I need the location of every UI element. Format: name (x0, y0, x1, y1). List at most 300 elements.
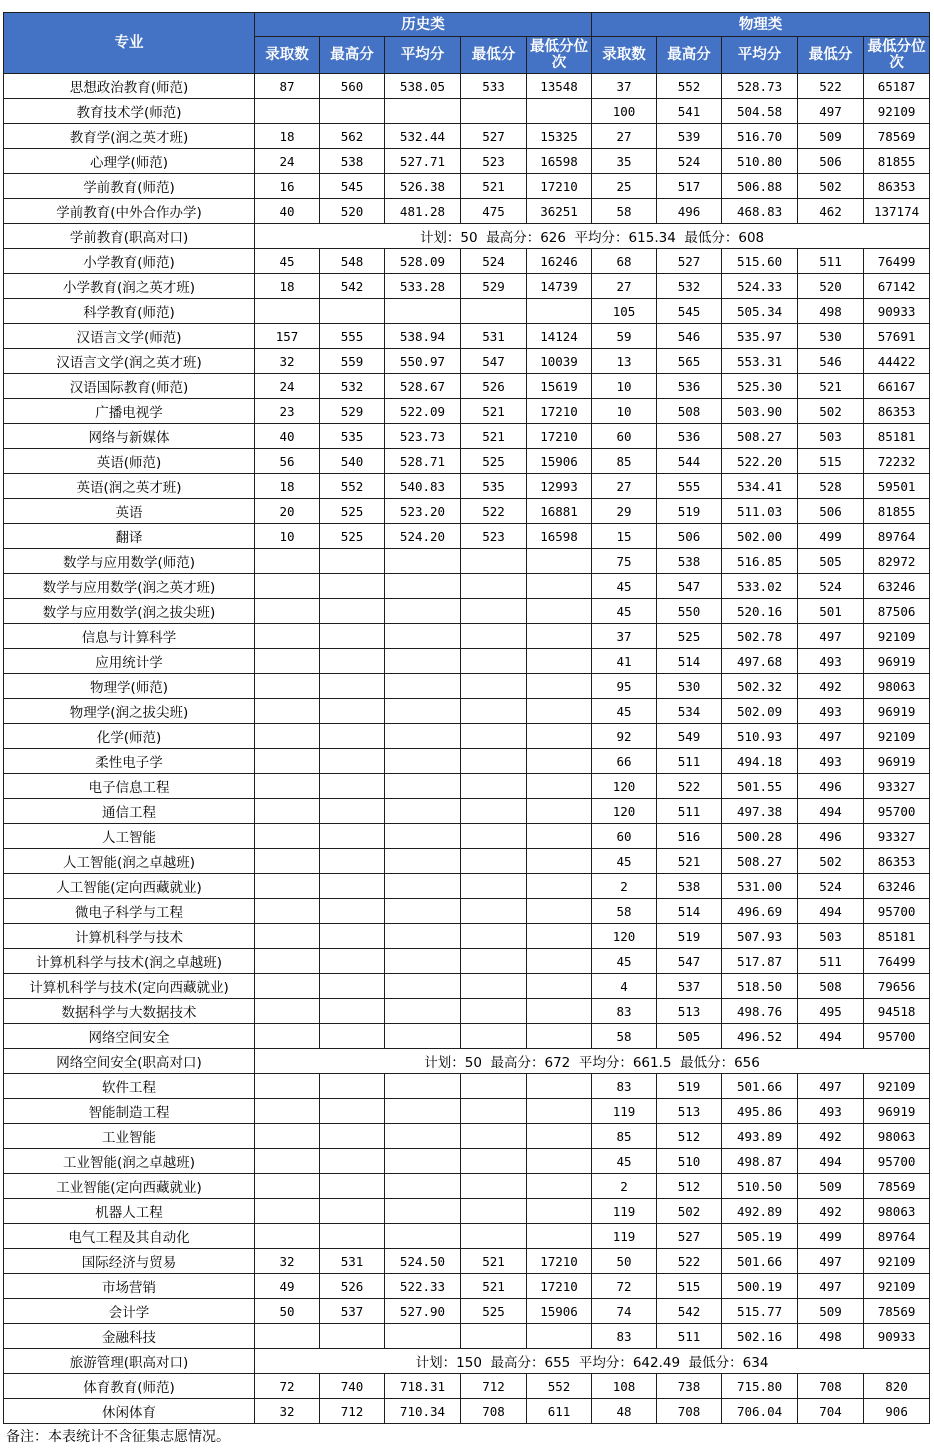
physics-cell: 27 (592, 274, 657, 299)
history-cell (527, 674, 592, 699)
physics-cell: 72232 (864, 449, 930, 474)
major-name: 网络空间安全(职高对口) (4, 1049, 255, 1074)
history-cell (320, 974, 385, 999)
history-cell: 17210 (527, 1249, 592, 1274)
table-row (4, 1399, 930, 1424)
major-name: 化学(师范) (4, 724, 255, 749)
major-name: 汉语国际教育(师范) (4, 374, 255, 399)
history-cell (461, 749, 527, 774)
history-cell (320, 1074, 385, 1099)
table-row (4, 574, 930, 599)
physics-cell: 706.04 (722, 1399, 798, 1424)
physics-cell: 86353 (864, 399, 930, 424)
physics-cell: 513 (657, 1099, 722, 1124)
physics-cell: 515 (798, 449, 864, 474)
physics-cell: 119 (592, 1099, 657, 1124)
physics-cell: 58 (592, 199, 657, 224)
history-cell: 18 (255, 474, 320, 499)
history-cell: 521 (461, 399, 527, 424)
major-name: 电气工程及其自动化 (4, 1224, 255, 1249)
physics-cell: 505.19 (722, 1224, 798, 1249)
physics-cell: 96919 (864, 649, 930, 674)
major-name: 数学与应用数学(润之英才班) (4, 574, 255, 599)
table-row (4, 799, 930, 824)
physics-cell: 509 (798, 1299, 864, 1324)
physics-cell: 502.16 (722, 1324, 798, 1349)
history-cell: 49 (255, 1274, 320, 1299)
physics-cell: 78569 (864, 124, 930, 149)
history-cell: 15906 (527, 449, 592, 474)
history-cell: 16598 (527, 524, 592, 549)
history-cell: 45 (255, 249, 320, 274)
admission-table (3, 12, 930, 1424)
physics-cell: 511 (798, 249, 864, 274)
table-row (4, 699, 930, 724)
physics-cell: 514 (657, 649, 722, 674)
history-cell (527, 974, 592, 999)
history-cell: 14124 (527, 324, 592, 349)
physics-cell: 738 (657, 1374, 722, 1399)
physics-cell: 509 (798, 1174, 864, 1199)
major-name: 市场营销 (4, 1274, 255, 1299)
physics-cell: 10 (592, 374, 657, 399)
history-cell: 15325 (527, 124, 592, 149)
physics-cell: 29 (592, 499, 657, 524)
physics-cell: 85 (592, 449, 657, 474)
physics-cell: 494.18 (722, 749, 798, 774)
major-name: 翻译 (4, 524, 255, 549)
table-row (4, 974, 930, 999)
history-cell: 562 (320, 124, 385, 149)
physics-cell: 503.90 (722, 399, 798, 424)
major-name: 计算机科学与技术(润之卓越班) (4, 949, 255, 974)
physics-cell: 96919 (864, 749, 930, 774)
history-cell (461, 899, 527, 924)
physics-cell: 95700 (864, 1149, 930, 1174)
physics-cell: 510 (657, 1149, 722, 1174)
history-cell (320, 849, 385, 874)
history-cell (461, 624, 527, 649)
history-cell (527, 574, 592, 599)
physics-cell: 508.27 (722, 849, 798, 874)
history-cell: 40 (255, 199, 320, 224)
physics-cell: 522 (657, 1249, 722, 1274)
history-cell: 526 (320, 1274, 385, 1299)
history-cell: 527.71 (385, 149, 461, 174)
physics-cell: 60 (592, 824, 657, 849)
physics-cell: 45 (592, 699, 657, 724)
history-cell (461, 724, 527, 749)
history-cell (320, 1199, 385, 1224)
history-cell: 525 (461, 1299, 527, 1324)
history-cell (461, 574, 527, 599)
history-cell: 535 (461, 474, 527, 499)
physics-cell: 525.30 (722, 374, 798, 399)
physics-cell: 511 (657, 1324, 722, 1349)
history-cell (461, 1224, 527, 1249)
physics-cell: 549 (657, 724, 722, 749)
major-name: 计算机科学与技术 (4, 924, 255, 949)
history-cell (385, 649, 461, 674)
physics-cell: 86353 (864, 174, 930, 199)
physics-cell: 493 (798, 649, 864, 674)
physics-cell: 497.38 (722, 799, 798, 824)
physics-cell: 79656 (864, 974, 930, 999)
physics-cell: 500.28 (722, 824, 798, 849)
history-cell (385, 1024, 461, 1049)
history-cell (461, 1174, 527, 1199)
major-name: 广播电视学 (4, 399, 255, 424)
major-name: 科学教育(师范) (4, 299, 255, 324)
major-name: 电子信息工程 (4, 774, 255, 799)
physics-cell: 704 (798, 1399, 864, 1424)
history-cell (255, 1199, 320, 1224)
history-cell (320, 724, 385, 749)
physics-cell: 513 (657, 999, 722, 1024)
physics-cell: 93327 (864, 824, 930, 849)
history-cell (527, 1099, 592, 1124)
history-cell (461, 1199, 527, 1224)
physics-cell: 503 (798, 924, 864, 949)
physics-cell: 92109 (864, 624, 930, 649)
major-name: 英语 (4, 499, 255, 524)
physics-cell: 105 (592, 299, 657, 324)
physics-cell: 85181 (864, 424, 930, 449)
physics-cell: 530 (798, 324, 864, 349)
history-cell (385, 874, 461, 899)
physics-cell: 95700 (864, 899, 930, 924)
physics-cell: 75 (592, 549, 657, 574)
physics-cell: 95700 (864, 1024, 930, 1049)
history-cell: 32 (255, 349, 320, 374)
physics-cell: 511 (657, 799, 722, 824)
physics-cell: 501.66 (722, 1249, 798, 1274)
history-cell (255, 899, 320, 924)
history-cell (320, 924, 385, 949)
history-cell (385, 849, 461, 874)
header-h-avg: 平均分 (385, 37, 461, 74)
major-name: 金融科技 (4, 1324, 255, 1349)
history-cell: 524 (461, 249, 527, 274)
history-cell (255, 1324, 320, 1349)
history-cell (461, 1149, 527, 1174)
table-row (4, 1249, 930, 1274)
history-cell: 15619 (527, 374, 592, 399)
table-row (4, 849, 930, 874)
physics-cell: 120 (592, 924, 657, 949)
header-physics: 物理类 (592, 13, 930, 37)
physics-cell: 37 (592, 74, 657, 99)
history-cell: 524.20 (385, 524, 461, 549)
history-cell (461, 1324, 527, 1349)
history-cell (255, 549, 320, 574)
table-row (4, 249, 930, 274)
physics-cell: 86353 (864, 849, 930, 874)
physics-cell: 92109 (864, 1074, 930, 1099)
table-row (4, 599, 930, 624)
history-cell (255, 1174, 320, 1199)
table-row (4, 1049, 930, 1074)
history-cell (385, 549, 461, 574)
physics-cell: 499 (798, 524, 864, 549)
history-cell (385, 1124, 461, 1149)
table-row (4, 824, 930, 849)
physics-cell: 2 (592, 874, 657, 899)
physics-cell: 63246 (864, 574, 930, 599)
table-row (4, 1124, 930, 1149)
physics-cell: 520.16 (722, 599, 798, 624)
physics-cell: 506 (798, 149, 864, 174)
history-cell: 547 (461, 349, 527, 374)
history-cell: 10039 (527, 349, 592, 374)
history-cell (385, 99, 461, 124)
history-cell (255, 1149, 320, 1174)
history-cell (385, 949, 461, 974)
history-cell: 32 (255, 1399, 320, 1424)
physics-cell: 100 (592, 99, 657, 124)
history-cell: 521 (461, 174, 527, 199)
physics-cell: 497 (798, 99, 864, 124)
table-row (4, 174, 930, 199)
physics-cell: 505.34 (722, 299, 798, 324)
physics-cell: 120 (592, 799, 657, 824)
physics-cell: 524.33 (722, 274, 798, 299)
major-name: 物理学(润之拔尖班) (4, 699, 255, 724)
table-row (4, 124, 930, 149)
history-cell (461, 999, 527, 1024)
physics-cell: 2 (592, 1174, 657, 1199)
history-cell (461, 774, 527, 799)
history-cell (320, 649, 385, 674)
physics-cell: 92109 (864, 1249, 930, 1274)
physics-cell: 95700 (864, 799, 930, 824)
major-name: 工业智能(润之卓越班) (4, 1149, 255, 1174)
history-cell (461, 599, 527, 624)
physics-cell: 65187 (864, 74, 930, 99)
history-cell (527, 749, 592, 774)
history-cell (461, 924, 527, 949)
history-cell: 529 (461, 274, 527, 299)
history-cell (385, 974, 461, 999)
physics-cell: 27 (592, 124, 657, 149)
history-cell: 10 (255, 524, 320, 549)
major-name: 智能制造工程 (4, 1099, 255, 1124)
major-name: 教育技术学(师范) (4, 99, 255, 124)
history-cell (320, 774, 385, 799)
physics-cell: 94518 (864, 999, 930, 1024)
major-name: 休闲体育 (4, 1399, 255, 1424)
major-name: 思想政治教育(师范) (4, 74, 255, 99)
history-cell (527, 599, 592, 624)
history-cell (527, 1224, 592, 1249)
history-cell: 537 (320, 1299, 385, 1324)
table-row (4, 524, 930, 549)
physics-cell: 67142 (864, 274, 930, 299)
physics-cell: 81855 (864, 499, 930, 524)
header-history: 历史类 (255, 13, 592, 37)
physics-cell: 57691 (864, 324, 930, 349)
physics-cell: 497 (798, 724, 864, 749)
history-cell (385, 1224, 461, 1249)
physics-cell: 519 (657, 924, 722, 949)
physics-cell: 85 (592, 1124, 657, 1149)
physics-cell: 519 (657, 499, 722, 524)
physics-cell: 48 (592, 1399, 657, 1424)
history-cell (527, 624, 592, 649)
major-name: 汉语言文学(润之英才班) (4, 349, 255, 374)
physics-cell: 541 (657, 99, 722, 124)
major-name: 数学与应用数学(润之拔尖班) (4, 599, 255, 624)
history-cell (527, 1024, 592, 1049)
history-cell: 712 (320, 1399, 385, 1424)
physics-cell: 78569 (864, 1299, 930, 1324)
physics-cell: 4 (592, 974, 657, 999)
history-cell (385, 599, 461, 624)
history-cell: 20 (255, 499, 320, 524)
physics-cell: 547 (657, 574, 722, 599)
history-cell: 550.97 (385, 349, 461, 374)
major-name: 工业智能(定向西藏就业) (4, 1174, 255, 1199)
physics-cell: 502 (657, 1199, 722, 1224)
physics-cell: 510.93 (722, 724, 798, 749)
history-cell (320, 874, 385, 899)
physics-cell: 44422 (864, 349, 930, 374)
physics-cell: 520 (798, 274, 864, 299)
history-cell: 525 (320, 499, 385, 524)
major-name: 学前教育(师范) (4, 174, 255, 199)
history-cell: 545 (320, 174, 385, 199)
physics-cell: 553.31 (722, 349, 798, 374)
major-name: 微电子科学与工程 (4, 899, 255, 924)
history-cell: 538.05 (385, 74, 461, 99)
physics-cell: 527 (657, 249, 722, 274)
physics-cell: 58 (592, 899, 657, 924)
major-name: 信息与计算科学 (4, 624, 255, 649)
history-cell (527, 849, 592, 874)
history-cell (527, 774, 592, 799)
physics-cell: 522 (798, 74, 864, 99)
history-cell (320, 299, 385, 324)
history-cell (527, 824, 592, 849)
history-cell: 521 (461, 424, 527, 449)
history-cell (255, 649, 320, 674)
physics-cell: 82972 (864, 549, 930, 574)
physics-cell: 68 (592, 249, 657, 274)
history-cell (527, 1199, 592, 1224)
major-name: 应用统计学 (4, 649, 255, 674)
physics-cell: 532 (657, 274, 722, 299)
history-cell: 548 (320, 249, 385, 274)
physics-cell: 497 (798, 1249, 864, 1274)
physics-cell: 497 (798, 1074, 864, 1099)
history-cell: 538.94 (385, 324, 461, 349)
physics-cell: 493 (798, 749, 864, 774)
physics-cell: 87506 (864, 599, 930, 624)
history-cell (320, 949, 385, 974)
physics-cell: 708 (657, 1399, 722, 1424)
history-cell (255, 999, 320, 1024)
table-row (4, 224, 930, 249)
physics-cell: 502 (798, 399, 864, 424)
physics-cell: 119 (592, 1199, 657, 1224)
history-cell (320, 1024, 385, 1049)
major-name: 数据科学与大数据技术 (4, 999, 255, 1024)
history-cell (255, 574, 320, 599)
physics-cell: 502.00 (722, 524, 798, 549)
physics-cell: 15 (592, 524, 657, 549)
physics-cell: 508 (798, 974, 864, 999)
physics-cell: 510.80 (722, 149, 798, 174)
history-cell: 527 (461, 124, 527, 149)
history-cell (527, 1074, 592, 1099)
physics-cell: 41 (592, 649, 657, 674)
history-cell (527, 1124, 592, 1149)
physics-cell: 494 (798, 1024, 864, 1049)
major-name: 机器人工程 (4, 1199, 255, 1224)
major-name: 英语(润之英才班) (4, 474, 255, 499)
table-row (4, 1149, 930, 1174)
history-cell (255, 949, 320, 974)
table-row (4, 724, 930, 749)
vocational-summary: 计划：50 最高分：672 平均分：661.5 最低分：656 (255, 1049, 930, 1074)
physics-cell: 506 (798, 499, 864, 524)
physics-cell: 66167 (864, 374, 930, 399)
table-row (4, 624, 930, 649)
header-p-min: 最低分 (798, 37, 864, 74)
physics-cell: 45 (592, 1149, 657, 1174)
history-cell: 522.09 (385, 399, 461, 424)
table-row (4, 924, 930, 949)
history-cell (385, 899, 461, 924)
physics-cell: 514 (657, 899, 722, 924)
history-cell (320, 824, 385, 849)
history-cell (320, 899, 385, 924)
history-cell: 50 (255, 1299, 320, 1324)
history-cell (461, 99, 527, 124)
table-row (4, 1324, 930, 1349)
physics-cell: 76499 (864, 949, 930, 974)
history-cell: 17210 (527, 174, 592, 199)
physics-cell: 63246 (864, 874, 930, 899)
history-cell: 540 (320, 449, 385, 474)
history-cell (320, 1174, 385, 1199)
history-cell: 552 (527, 1374, 592, 1399)
history-cell (527, 924, 592, 949)
physics-cell: 78569 (864, 1174, 930, 1199)
physics-cell: 528.73 (722, 74, 798, 99)
physics-cell: 506.88 (722, 174, 798, 199)
physics-cell: 542 (657, 1299, 722, 1324)
physics-cell: 517 (657, 174, 722, 199)
physics-cell: 555 (657, 474, 722, 499)
physics-cell: 501.66 (722, 1074, 798, 1099)
history-cell (527, 949, 592, 974)
table-row (4, 1099, 930, 1124)
history-cell: 555 (320, 324, 385, 349)
physics-cell: 515.77 (722, 1299, 798, 1324)
physics-cell: 538 (657, 549, 722, 574)
history-cell: 521 (461, 1249, 527, 1274)
history-cell (320, 574, 385, 599)
history-cell: 525 (461, 449, 527, 474)
physics-cell: 45 (592, 574, 657, 599)
physics-cell: 25 (592, 174, 657, 199)
major-name: 物理学(师范) (4, 674, 255, 699)
history-cell (461, 1099, 527, 1124)
physics-cell: 509 (798, 124, 864, 149)
physics-cell: 515 (657, 1274, 722, 1299)
physics-cell: 522 (657, 774, 722, 799)
